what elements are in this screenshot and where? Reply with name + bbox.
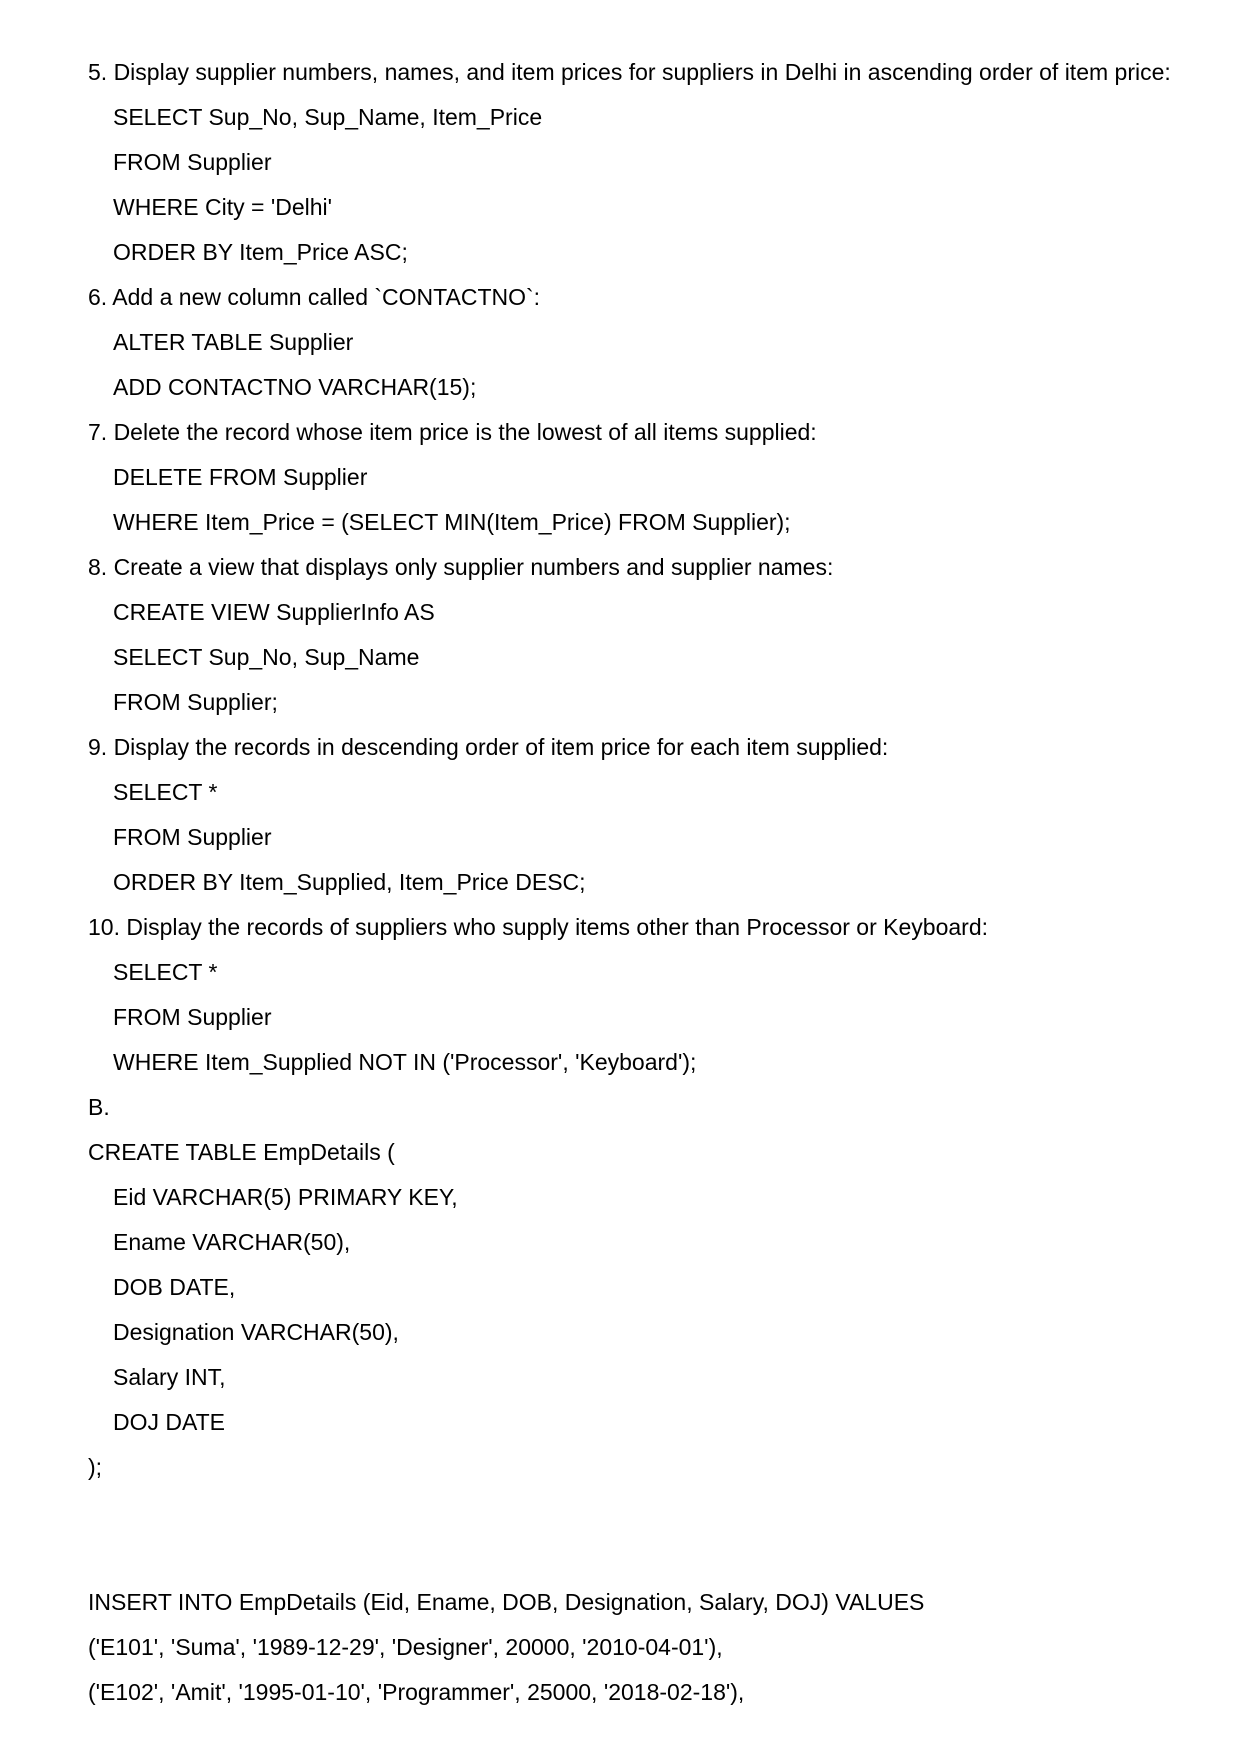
code-line: ); [88, 1454, 103, 1480]
code-line: INSERT INTO EmpDetails (Eid, Ename, DOB, Designation, Salary, DOJ) VALUES [88, 1589, 925, 1615]
code-line: Eid VARCHAR(5) PRIMARY KEY, [113, 1184, 458, 1210]
code-line: WHERE City = 'Delhi' [113, 194, 333, 220]
code-line: ADD CONTACTNO VARCHAR(15); [113, 374, 477, 400]
code-line: SELECT Sup_No, Sup_Name, Item_Price [113, 104, 543, 130]
code-line: DOB DATE, [113, 1274, 236, 1300]
code-line: FROM Supplier [113, 149, 272, 175]
code-line: DOJ DATE [113, 1409, 226, 1435]
code-line: SELECT * [113, 959, 218, 985]
question-6-heading: 6. Add a new column called `CONTACTNO`: [88, 284, 541, 310]
code-line: FROM Supplier [113, 1004, 272, 1030]
code-line: WHERE Item_Price = (SELECT MIN(Item_Price) FROM Supplier); [113, 509, 791, 535]
question-10-heading: 10. Display the records of suppliers who supply items other than Processor or Keyboard: [88, 914, 988, 940]
code-line: ORDER BY Item_Price ASC; [113, 239, 408, 265]
code-line: ORDER BY Item_Supplied, Item_Price DESC; [113, 869, 586, 895]
section-b-label: B. [88, 1094, 110, 1120]
code-line: CREATE TABLE EmpDetails ( [88, 1139, 395, 1165]
code-line: FROM Supplier [113, 824, 272, 850]
code-line: ('E102', 'Amit', '1995-01-10', 'Programmer', 25000, '2018-02-18'), [88, 1679, 745, 1705]
code-line: Designation VARCHAR(50), [113, 1319, 399, 1345]
question-9-heading: 9. Display the records in descending order of item price for each item supplied: [88, 734, 889, 760]
question-8-heading: 8. Create a view that displays only supplier numbers and supplier names: [88, 554, 834, 580]
code-line: FROM Supplier; [113, 689, 278, 715]
code-line: WHERE Item_Supplied NOT IN ('Processor', 'Keyboard'); [113, 1049, 697, 1075]
code-line: SELECT Sup_No, Sup_Name [113, 644, 420, 670]
code-line: SELECT * [113, 779, 218, 805]
code-line: ALTER TABLE Supplier [113, 329, 354, 355]
question-7-heading: 7. Delete the record whose item price is the lowest of all items supplied: [88, 419, 817, 445]
code-line: Ename VARCHAR(50), [113, 1229, 351, 1255]
code-line: ('E101', 'Suma', '1989-12-29', 'Designer', 20000, '2010-04-01'), [88, 1634, 723, 1660]
code-line: CREATE VIEW SupplierInfo AS [113, 599, 435, 625]
code-line: Salary INT, [113, 1364, 226, 1390]
code-line: DELETE FROM Supplier [113, 464, 368, 490]
question-5-heading: 5. Display supplier numbers, names, and item prices for suppliers in Delhi in ascending order of item price: [88, 59, 1171, 85]
